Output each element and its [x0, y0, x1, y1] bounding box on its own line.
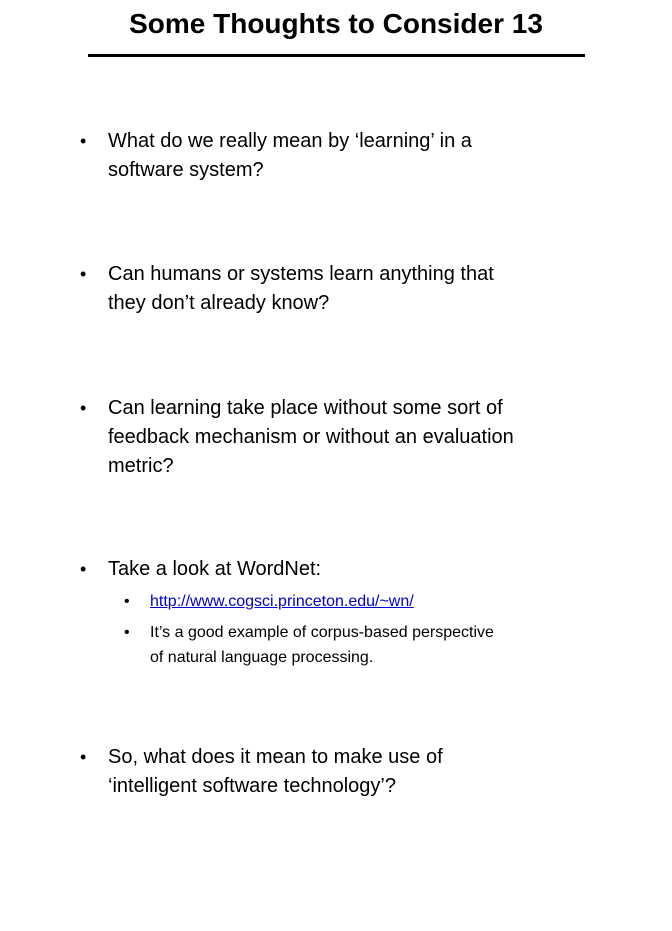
bullet-line: metric? [108, 455, 174, 477]
bullet-text [108, 260, 494, 318]
bullet-text [108, 127, 472, 185]
bullet-icon: • [80, 559, 87, 579]
title-underline [88, 54, 585, 57]
bullet-line: Take a look at WordNet: [108, 558, 322, 580]
wordnet-link[interactable]: http://www.cogsci.princeton.edu/~wn/ [150, 593, 414, 610]
bullet-icon: • [80, 131, 87, 151]
bullet-line: feedback mechanism or without an evaluation [108, 426, 514, 448]
bullet-line: Can humans or systems learn anything that [108, 263, 494, 285]
sub-bullet-icon: • [124, 593, 130, 610]
bullet-text [108, 394, 514, 481]
bullet-line: So, what does it mean to make use of [108, 746, 443, 768]
sub-bullet-line: of natural language processing. [150, 649, 374, 666]
sub-bullet-text [150, 589, 414, 614]
bullet-line: software system? [108, 159, 264, 181]
bullet-icon: • [80, 398, 87, 418]
sub-bullet-line: It’s a good example of corpus-based perspective [150, 624, 494, 641]
sub-bullet-icon: • [124, 624, 130, 641]
slide-title: Some Thoughts to Consider 13 [129, 8, 543, 39]
bullet-text [108, 555, 321, 584]
bullet-text [108, 743, 443, 801]
bullet-line: Can learning take place without some sort of [108, 397, 503, 419]
sub-bullet-text [150, 620, 494, 670]
bullet-icon: • [80, 264, 87, 284]
bullet-line: What do we really mean by ‘learning’ in a [108, 130, 472, 152]
bullet-line: ‘intelligent software technology’? [108, 775, 396, 797]
bullet-line: they don’t already know? [108, 292, 330, 314]
bullet-icon: • [80, 747, 87, 767]
